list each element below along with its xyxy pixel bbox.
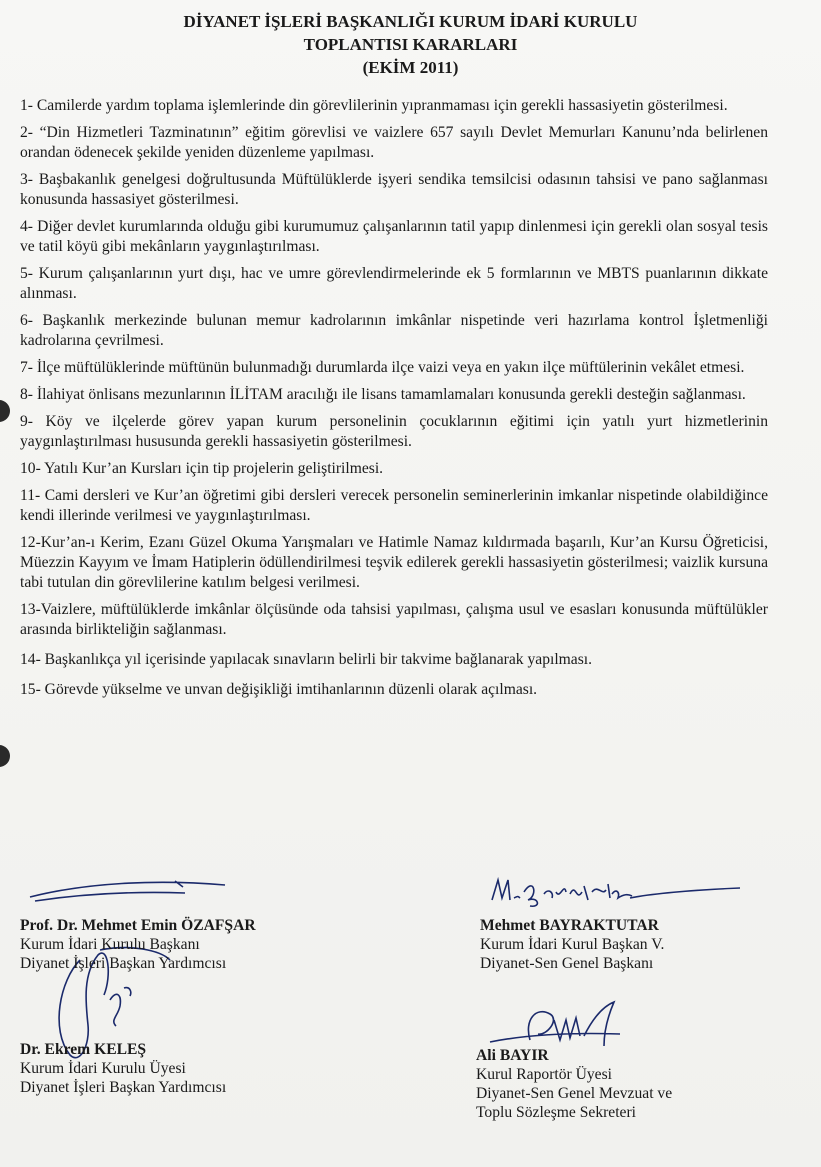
signatory-title: Kurum İdari Kurul Başkan V.	[480, 936, 665, 953]
signatory-title: Kurum İdari Kurulu Başkanı	[20, 936, 200, 953]
title-line-3: (EKİM 2011)	[362, 58, 459, 77]
signatory-title: Diyanet-Sen Genel Başkanı	[480, 955, 654, 972]
decision-item: 12-Kur’an-ı Kerim, Ezanı Güzel Okuma Yarışmaları ve Hatimle Namaz kıldırmada başarılı, Kur’an Kursu Öğreticisi, Müezzin Kayyım ve İmam Hatiplerin ödüllendirilmesi teşvik edilerek gerekli hassasiyetin gösterilmesi; vaizlik kursuna tabi tutulan din görevlilerine katılım belgesi verilmesi.	[20, 534, 768, 591]
signatory-title: Diyanet İşleri Başkan Yardımcısı	[20, 1079, 227, 1096]
signatory-title: Toplu Sözleşme Sekreteri	[476, 1104, 637, 1121]
signatory-block	[20, 916, 256, 973]
signatory-title: Diyanet-Sen Genel Mevzuat ve	[476, 1085, 673, 1102]
signatory-name: Prof. Dr. Mehmet Emin ÖZAFŞAR	[20, 917, 256, 934]
signature-ozafsar	[25, 875, 255, 915]
decision-item: 4- Diğer devlet kurumlarında olduğu gibi kurumumuz çalışanlarının tatil yapıp dinlenmesi için gerekli olan sosyal tesis ve tatil köyü gibi mekânların yaygınlaştırılması.	[20, 218, 768, 255]
title-line-1: DİYANET İŞLERİ BAŞKANLIĞI KURUM İDARİ KURULU	[183, 12, 638, 31]
title-line-2: TOPLANTISI KARARLARI	[303, 35, 518, 54]
punch-hole-icon	[0, 745, 10, 767]
signature-bayraktutar	[480, 870, 760, 910]
decision-item: 6- Başkanlık merkezinde bulunan memur kadrolarının imkânlar nispetinde veri hazırlama kontrol İşletmenliği kadrolarına çevrilmesi.	[20, 312, 768, 349]
decision-item: 7- İlçe müftülüklerinde müftünün bulunmadığı durumlarda ilçe vaizi veya en yakın ilçe müftülerinin vekâlet etmesi.	[20, 359, 745, 376]
decision-item: 8- İlahiyat önlisans mezunlarının İLİTAM aracılığı ile lisans tamamlamaları konusunda gerekli desteğin sağlanması.	[20, 386, 746, 403]
signatory-title: Kurum İdari Kurulu Üyesi	[20, 1060, 186, 1077]
decision-item: 1- Camilerde yardım toplama işlemlerinde din görevlilerinin yıpranmaması için gerekli hassasiyetin gösterilmesi.	[20, 97, 728, 114]
decision-list	[20, 96, 768, 707]
decision-item: 5- Kurum çalışanlarının yurt dışı, hac ve umre görevlendirmelerinde ek 5 formlarının ve MBTS puanlarının dikkate alınması.	[20, 265, 768, 302]
decision-item: 13-Vaizlere, müftülüklerde imkânlar ölçüsünde oda tahsisi yapılması, çalışma usul ve esasları konusunda müftülükler arasında birlikteliğin sağlanması.	[20, 601, 768, 638]
decision-item: 14- Başkanlıkça yıl içerisinde yapılacak sınavların belirli bir takvime bağlanarak yapılması.	[20, 651, 593, 668]
signatory-name: Ali BAYIR	[476, 1047, 549, 1064]
signatory-block	[476, 1046, 672, 1122]
decision-item: 10- Yatılı Kur’an Kursları için tip projelerin geliştirilmesi.	[20, 460, 384, 477]
decision-item: 11- Cami dersleri ve Kur’an öğretimi gibi dersleri verecek personelin seminerlerinin imkanlar nispetinde olabildiğince kendi illerinde verilmesi ve yaygınlaştırılması.	[20, 487, 768, 524]
decision-item: 3- Başbakanlık genelgesi doğrultusunda Müftülüklerde işyeri sendika temsilcisi odasının tahsisi ve pano sağlanması konusunda hassasiyet gösterilmesi.	[20, 171, 768, 208]
decision-item: 9- Köy ve ilçelerde görev yapan kurum personelinin çocuklarının eğitimi için yatılı yurt hizmetlerinin yaygınlaştırılması hususunda gerekli hassasiyetin gösterilmesi.	[20, 413, 768, 450]
document-title	[0, 10, 821, 79]
punch-hole-icon	[0, 400, 10, 422]
signatory-block	[480, 916, 664, 973]
signatory-name: Dr. Ekrem KELEŞ	[20, 1041, 147, 1058]
signatory-title: Diyanet İşleri Başkan Yardımcısı	[20, 955, 227, 972]
decision-item: 2- “Din Hizmetleri Tazminatının” eğitim görevlisi ve vaizlere 657 sayılı Devlet Memurları Kanunu’nda belirlenen orandan ödenecek şekilde yeniden düzenleme yapılması.	[20, 124, 768, 161]
decision-item: 15- Görevde yükselme ve unvan değişikliği imtihanlarının düzenli olarak açılması.	[20, 681, 538, 698]
signatory-name: Mehmet BAYRAKTUTAR	[480, 917, 659, 934]
signatory-block	[20, 1040, 226, 1097]
signatory-title: Kurul Raportör Üyesi	[476, 1066, 612, 1083]
